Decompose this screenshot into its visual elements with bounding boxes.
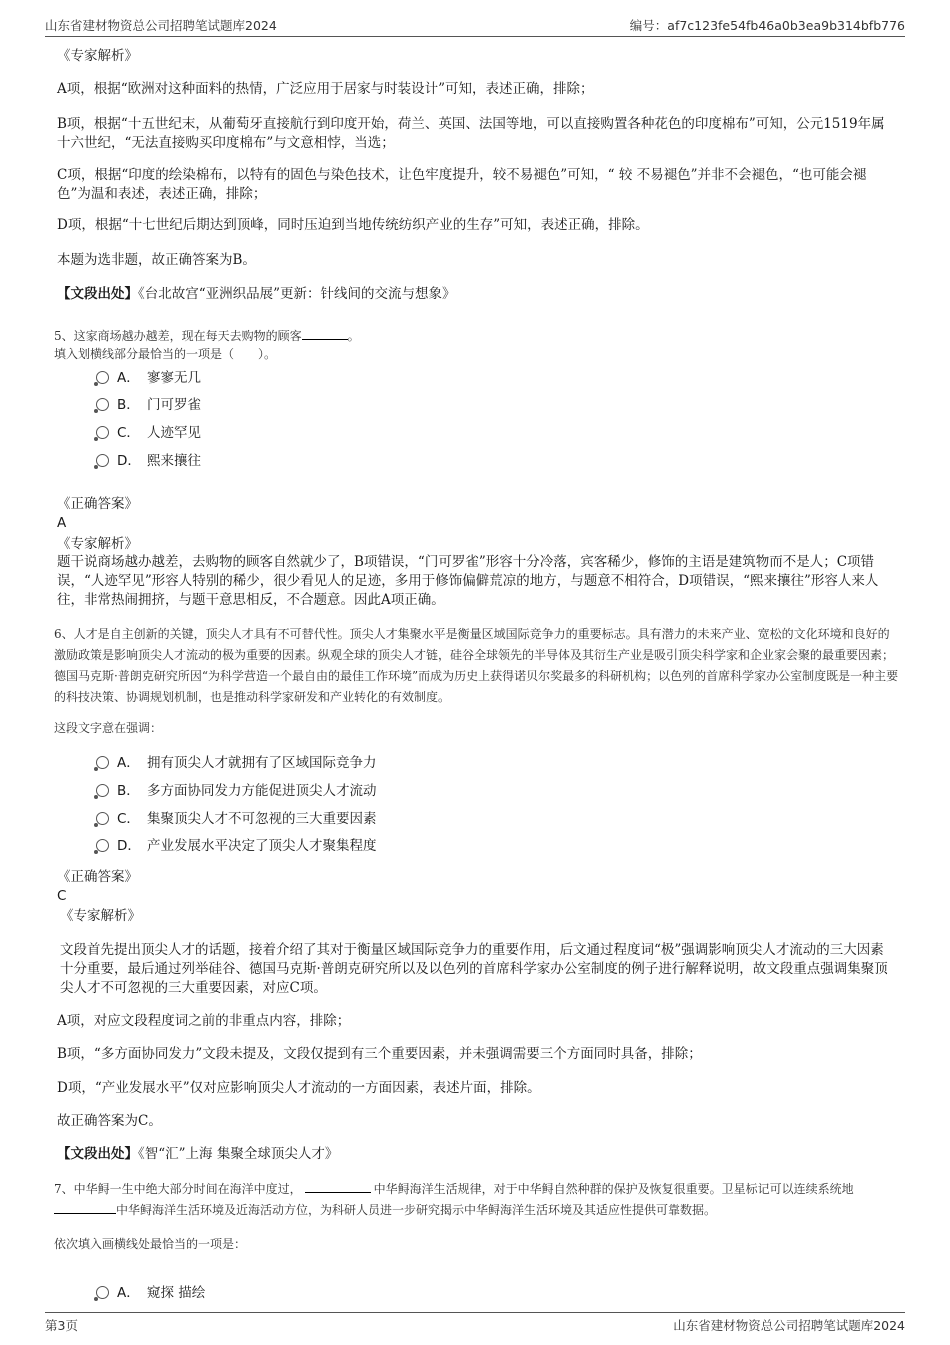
q7-blank-2	[54, 1213, 116, 1214]
q4-analysis-b: B项，根据“十五世纪末，从葡萄牙直接航行到印度开始，荷兰、英国、法国等地，可以直接购置各种花色的印度棉布”可知，公元1519年属十六世纪，“无法直接购买印度棉布”与文意相悖，当选；	[57, 116, 885, 151]
q6-option-c-letter: C．	[117, 811, 140, 827]
q7-stem-2: 中华鲟海洋生活规律，对于中华鲟自然种群的保护及恢复很重要。卫星标记可以连续	[373, 1182, 818, 1196]
q4-source-tag: 【文段出处】	[57, 286, 138, 302]
q7-option-a-letter: A．	[117, 1285, 140, 1301]
q6-conclusion: 故正确答案为C。	[57, 1113, 162, 1129]
q5-analysis-label: 《专家解析》	[57, 536, 138, 552]
q5-option-c[interactable]	[96, 423, 201, 443]
q5-option-a-letter: A．	[117, 370, 140, 386]
q7-stem-3: 系统地	[817, 1182, 854, 1196]
q6-analysis-b: B项，“多方面协同发力”文段未提及，文段仅提到有三个重要因素，并未强调需要三个方面同时具备，排除；	[57, 1046, 702, 1062]
q5-answer-label: 《正确答案》	[57, 496, 138, 512]
q4-source	[57, 285, 897, 304]
q5-stem-post: 。	[347, 329, 360, 343]
radio-icon[interactable]	[96, 371, 109, 384]
q5-option-a-text: 寥寥无几	[147, 370, 201, 386]
q6-option-d[interactable]	[96, 836, 377, 856]
page-header	[45, 14, 905, 37]
q6-analysis-label: 《专家解析》	[60, 908, 141, 924]
q6-analysis-a: A项，对应文段程度词之前的非重点内容，排除；	[57, 1013, 351, 1029]
q5-instruction: 填入划横线部分最恰当的一项是（ ）。	[54, 347, 277, 361]
q7-option-a-text: 窥探 描绘	[147, 1285, 206, 1301]
q6-option-b-letter: B．	[117, 783, 140, 799]
q5-option-a[interactable]	[96, 368, 201, 388]
q5-option-b-text: 门可罗雀	[147, 397, 201, 413]
q5-option-c-letter: C．	[117, 425, 140, 441]
q6-stem: 6、人才是自主创新的关键，顶尖人才具有不可替代性。顶尖人才集聚水平是衡量区域国际竞争力的重要标志。具有潜力的未来产业、宽松的文化环境和良好的激励政策是影响顶尖人才流动的极为重要的因素。纵观全球的顶尖人才链，硅谷全球领先的半导体及其衍生产业是吸引顶尖科学家和企业家会聚的最重要因素；德国马克斯·普朗克研究所因“为科学营造一个最自由的最佳工作环境”而成为历史上获得诺贝尔奖最多的科研机构；以色列的首席科学家办公室制度既是一种主要的科技决策、协调规划机制，也是推动科学家研发和产业转化的有效制度。	[54, 627, 899, 704]
q5-blank	[302, 339, 348, 340]
q6-option-a-text: 拥有顶尖人才就拥有了区域国际竞争力	[147, 755, 377, 771]
page-footer	[45, 1312, 905, 1335]
footer-title: 山东省建材物资总公司招聘笔试题库2024	[673, 1318, 905, 1333]
q4-analysis-a: A项，根据“欧洲对这种面料的热情，广泛应用于居家与时装设计”可知，表述正确，排除；	[57, 81, 594, 97]
header-title: 山东省建材物资总公司招聘笔试题库2024	[45, 18, 277, 33]
q6-option-c[interactable]	[96, 809, 377, 829]
q7-stem-4: 中华鲟海洋生活环境及近海活动方位，为科研人员进一步研究揭示中华鲟海洋生活环境及其适应性提供可靠数据。	[116, 1203, 717, 1217]
q7-stem	[54, 1179, 899, 1221]
q5-analysis: 题干说商场越办越差，去购物的顾客自然就少了，B项错误，“门可罗雀”形容十分冷落，宾客稀少，修饰的主语是建筑物而不是人；C项错误，“人迹罕见”形容人特别的稀少，很少看见人的足迹，多用于修饰偏僻荒凉的地方，与题意不相符合，D项错误，“熙来攘往”形容人来人往，非常热闹拥挤，与题干意思相反，不合题意。因此A项正确。	[57, 554, 879, 608]
q6-option-b-text: 多方面协同发力方能促进顶尖人才流动	[147, 783, 377, 799]
q6-option-a-letter: A．	[117, 755, 140, 771]
q7-option-a[interactable]	[96, 1283, 205, 1303]
q6-analysis: 文段首先提出顶尖人才的话题，接着介绍了其对于衡量区域国际竞争力的重要作用，后文通过程度词“极”强调影响顶尖人才流动的三大因素十分重要，最后通过列举硅谷、德国马克斯·普朗克研究所以及以色列的首席科学家办公室制度的例子进行解释说明，故文段重点强调集聚顶尖人才不可忽视的三大重要因素，对应C项。	[60, 942, 888, 996]
q7-blank-1	[305, 1192, 371, 1193]
q7-instruction: 依次填入画横线处最恰当的一项是：	[54, 1237, 247, 1251]
q6-instruction: 这段文字意在强调：	[54, 721, 163, 735]
q4-analysis-c: C项，根据“印度的绘染棉布，以特有的固色与染色技术，让色牢度提升，较不易褪色”可知，“ 较 不易褪色”并非不会褪色，“也可能会褪色”为温和表述，表述正确，排除；	[57, 167, 867, 202]
q6-answer-label: 《正确答案》	[57, 869, 138, 885]
q6-option-d-letter: D．	[117, 838, 141, 854]
q5-option-d-letter: D．	[117, 453, 141, 469]
radio-icon[interactable]	[96, 426, 109, 439]
radio-icon[interactable]	[96, 839, 109, 852]
page-number: 第3页	[45, 1318, 78, 1333]
radio-icon[interactable]	[96, 454, 109, 467]
radio-icon[interactable]	[96, 812, 109, 825]
q6-answer: C	[57, 888, 67, 904]
q6-option-b[interactable]	[96, 781, 377, 801]
q4-conclusion: 本题为选非题，故正确答案为B。	[57, 252, 256, 268]
q5-option-c-text: 人迹罕见	[147, 425, 201, 441]
q6-option-c-text: 集聚顶尖人才不可忽视的三大重要因素	[147, 811, 377, 827]
q7-stem-1: 7、中华鲟一生中绝大部分时间在海洋中度过，	[54, 1182, 302, 1196]
q5-answer: A	[57, 515, 67, 531]
q6-analysis-d: D项，“产业发展水平”仅对应影响顶尖人才流动的一方面因素，表述片面，排除。	[57, 1080, 541, 1096]
q5-option-d-text: 熙来攘往	[147, 453, 201, 469]
q4-analysis-d: D项，根据“十七世纪后期达到顶峰，同时压迫到当地传统纺织产业的生存”可知，表述正确，排除。	[57, 217, 649, 233]
radio-icon[interactable]	[96, 784, 109, 797]
q6-option-d-text: 产业发展水平决定了顶尖人才聚集程度	[147, 838, 377, 854]
q4-analysis-label: 《专家解析》	[57, 48, 138, 64]
q5-option-b[interactable]	[96, 395, 201, 415]
q5-option-b-letter: B．	[117, 397, 140, 413]
radio-icon[interactable]	[96, 1286, 109, 1299]
q6-option-a[interactable]	[96, 753, 377, 773]
radio-icon[interactable]	[96, 756, 109, 769]
header-doc-id: 编号：af7c123fe54fb46a0b3ea9b314bfb776	[629, 18, 905, 33]
q6-source	[57, 1145, 897, 1164]
q6-source-title: 《智“汇”上海 集聚全球顶尖人才》	[138, 1146, 339, 1162]
q6-source-tag: 【文段出处】	[57, 1146, 138, 1162]
radio-icon[interactable]	[96, 398, 109, 411]
q5-option-d[interactable]	[96, 451, 201, 471]
q5-stem-pre: 5、这家商场越办越差，现在每天去购物的顾客	[54, 329, 302, 343]
q4-source-title: 《台北故宫“亚洲织品展”更新：针线间的交流与想象》	[138, 286, 456, 302]
